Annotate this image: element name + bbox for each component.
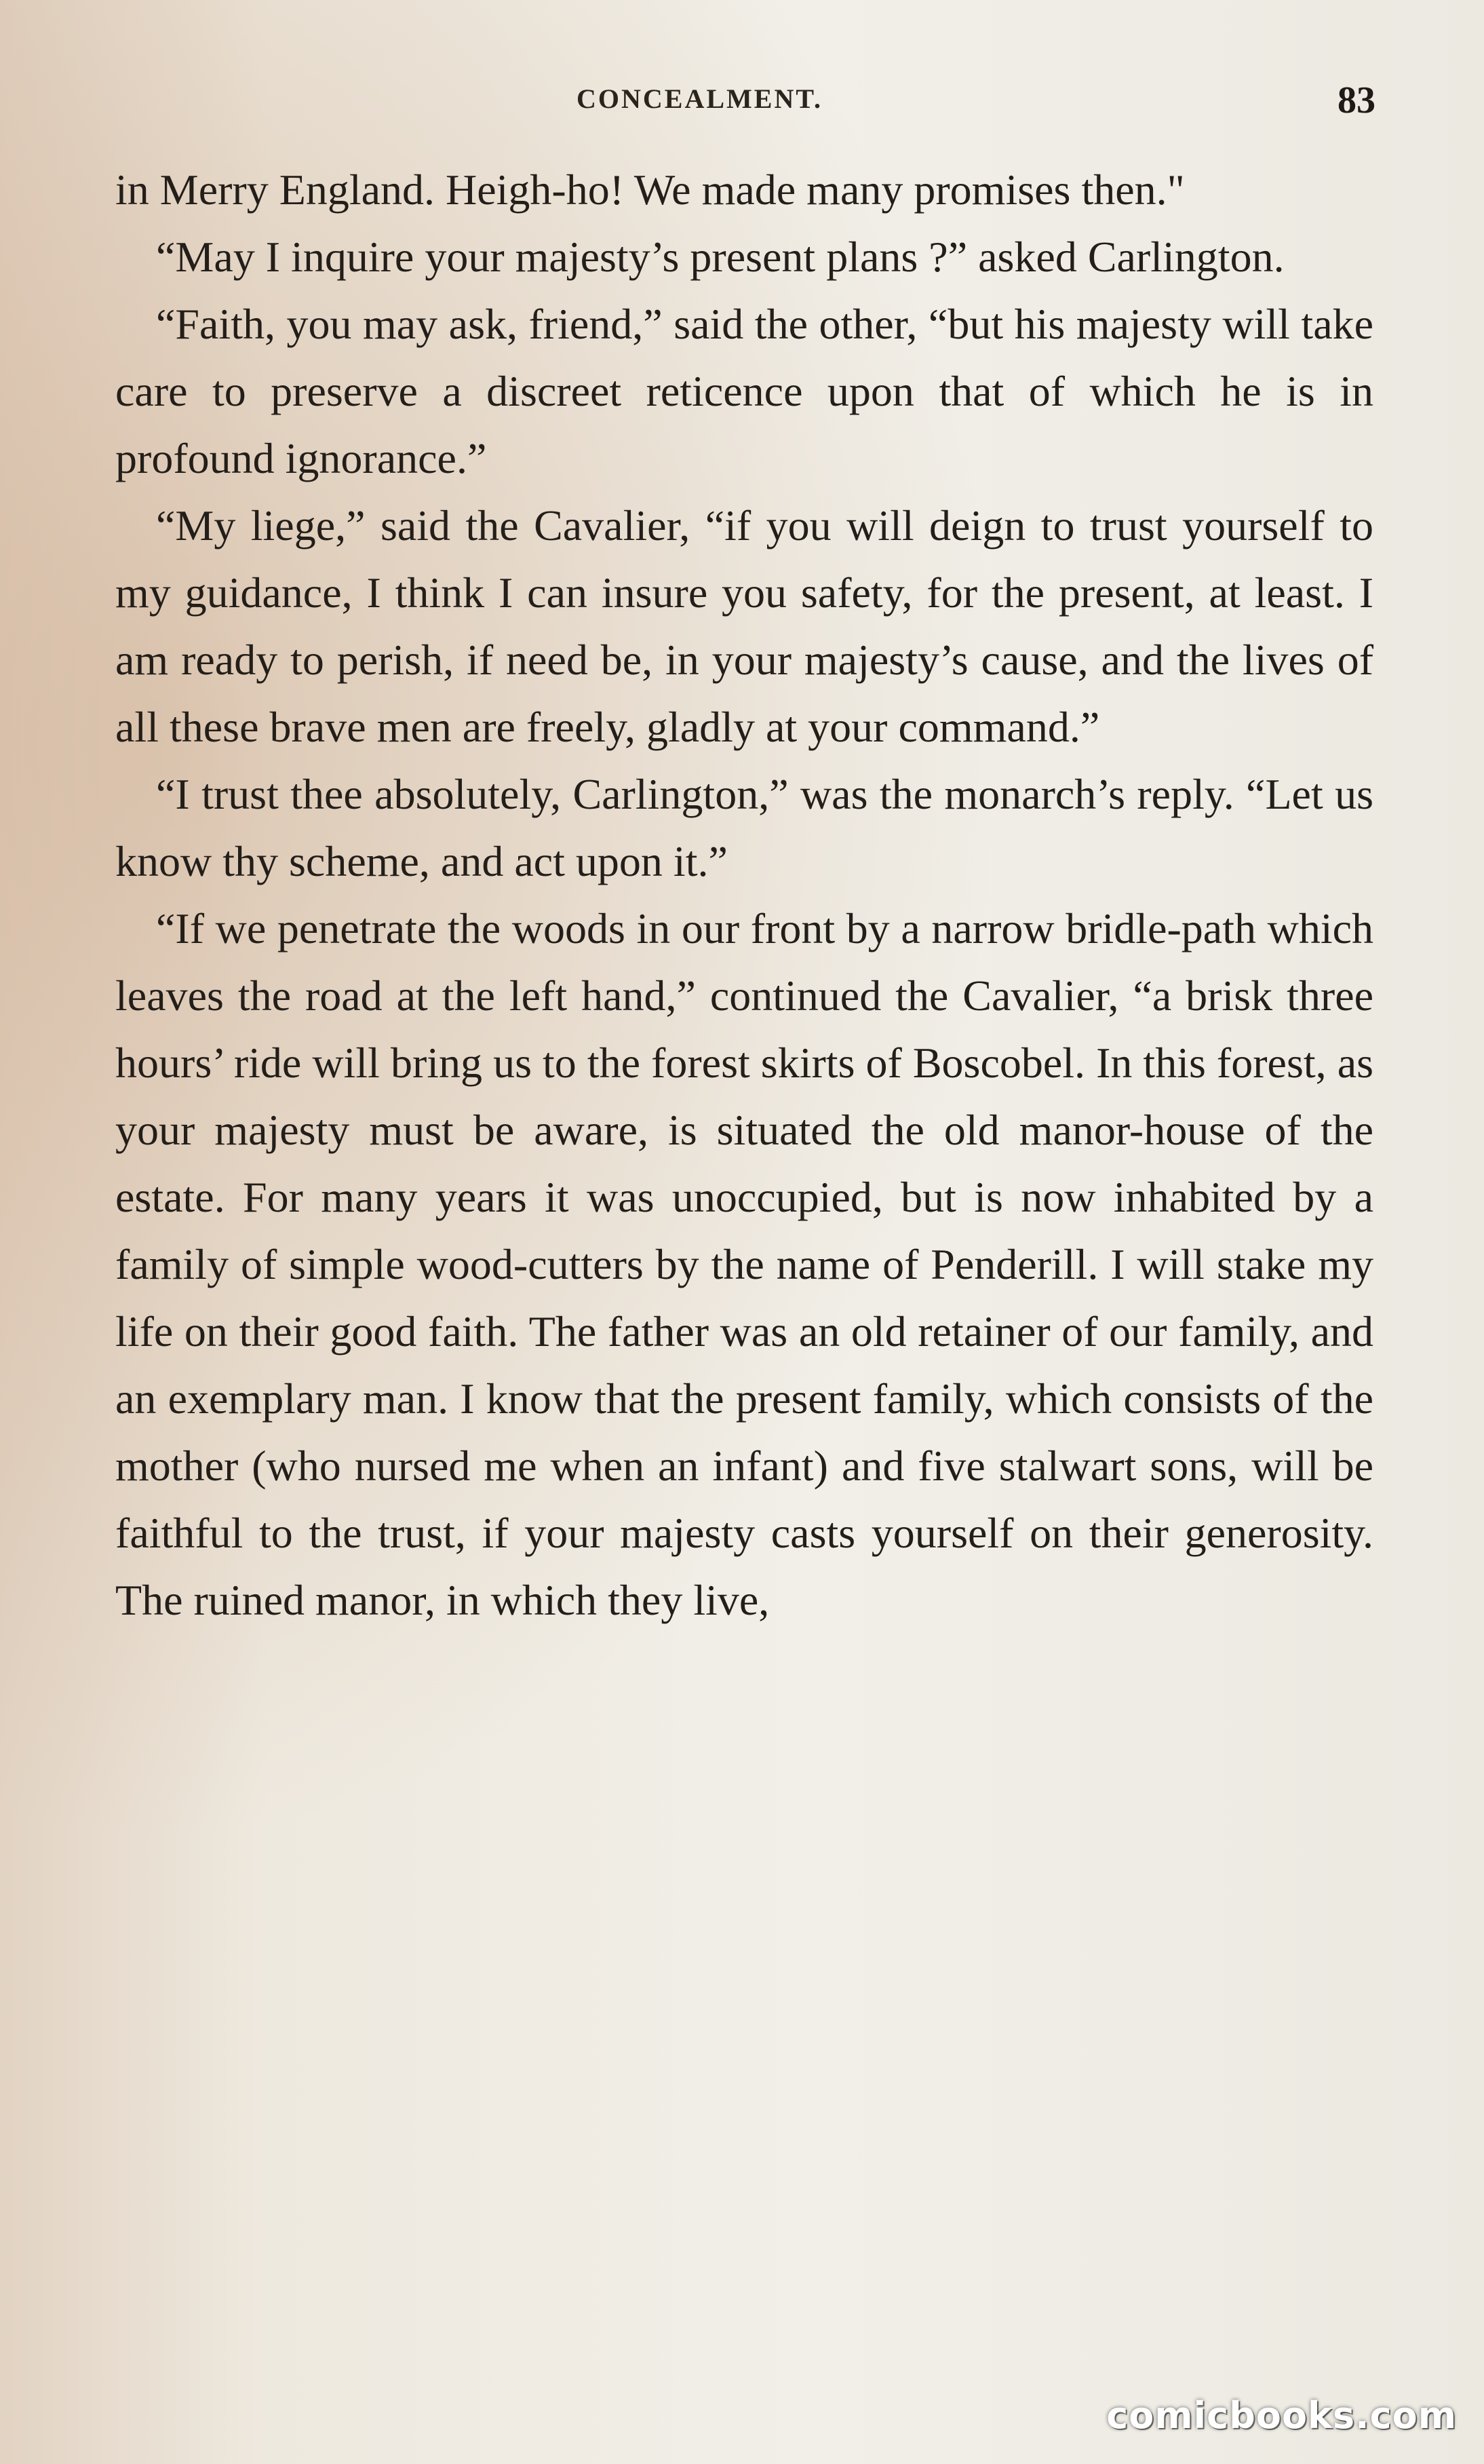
body-text (115, 156, 1373, 1634)
running-head (0, 79, 1484, 119)
watermark: comicbooks.com (1106, 2394, 1457, 2437)
page-number: 83 (1337, 79, 1375, 121)
chapter-title: CONCEALMENT. (577, 83, 823, 114)
paragraph: “My liege,” said the Cavalier, “if you will deign to trust yourself to my guidance, I think I can insure you safety, for the present, at least. I am ready to perish, if need be, in your majesty’s cause, and the lives of all these brave men are freely, gladly at your command.” (115, 501, 1373, 751)
paragraph: “I trust thee absolutely, Carlington,” was the monarch’s reply. “Let us know thy scheme, and act upon it.” (115, 770, 1373, 885)
paragraph: “Faith, you may ask, friend,” said the other, “but his majesty will take care to preserve a discreet reticence upon that of which he is in profound ignorance.” (115, 300, 1373, 482)
paragraph: “May I inquire your majesty’s present plans ?” asked Carlington. (156, 233, 1285, 281)
paragraph: “If we penetrate the woods in our front by a narrow bridle-path which leaves the road at the left hand,” continued the Cavalier, “a brisk three hours’ ride will bring us to the forest skirts of Boscobel. In this forest, as your majesty must be aware, is situated the old manor-house of the estate. For many years it was unoccupied, but is now inhabited by a family of simple wood-cutters by the name of Penderill. I will stake my life on their good faith. The father was an old retainer of our family, and an exemplary man. I know that the present family, which consists of the mother (who nursed me when an infant) and five stalwart sons, will be faithful to the trust, if your majesty casts yourself on their generosity. The ruined manor, in which they live, (115, 904, 1373, 1624)
paragraph: in Merry England. Heigh-ho! We made many promises then." (115, 166, 1185, 214)
